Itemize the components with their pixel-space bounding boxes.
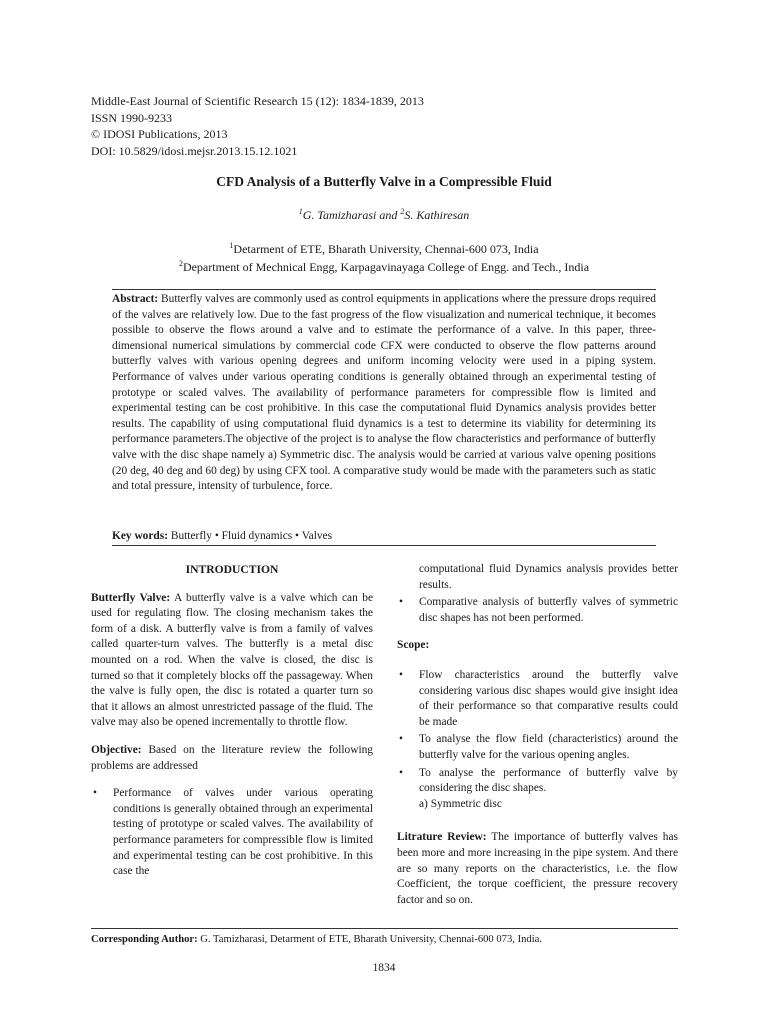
affiliations xyxy=(0,240,768,276)
scope-heading: Scope: xyxy=(397,639,430,652)
list-item xyxy=(91,786,373,880)
abstract-text: Butterfly valves are commonly used as control equipments in applications where the pressure drops required of the valves are relatively low. Due to the fast progress of the flow visualization and numerical technique, it becomes possible to observe the flows around a valve and to estimate the performance of a valve. In this paper, three-dimensional numerical simulations by commercial code CFX were conducted to observe the flow patterns around butterfly valves with various opening degrees and uniform incoming velocity were used in a piping system. Performance of valves under various operating conditions is generally obtained through an experimental testing of prototype or scaled valves. The availability of performance parameters for compressible flow is limited and experimental testing can be cost prohibitive. In this case the computational fluid Dynamics analysis provides better results. The capability of using computational fluid dynamics is a test to determine its viability for determining its performance parameters.The objective of the project is to analyse the flow characteristics and performance of butterfly valve with the disc shape namely a) Symmetric disc. The analysis would be carried at various valve opening positions (20 deg, 40 deg and 60 deg) by using CFX tool. A comparative study would be made with the parameters such as static and total pressure, intensity of turbulence, force. xyxy=(112,293,656,493)
bullet-marker: • xyxy=(93,787,97,800)
bullet-marker: • xyxy=(399,766,403,779)
objective-bullet-2: Comparative analysis of butterfly valves of symmetric disc shapes has not been performed. xyxy=(419,596,678,624)
list-item xyxy=(397,766,678,813)
abstract-bottom-rule xyxy=(112,545,656,546)
bullet-marker: • xyxy=(399,668,403,681)
butterfly-valve-label: Butterfly Valve: xyxy=(91,591,171,604)
affiliation-1 xyxy=(0,240,768,258)
objective-list-continued xyxy=(397,595,678,626)
journal-citation: Middle-East Journal of Scientific Research 15 (12): 1834-1839, 2013 xyxy=(91,94,424,108)
corresponding-author-label: Corresponding Author: xyxy=(91,934,198,945)
bullet-marker: • xyxy=(399,733,403,746)
left-column xyxy=(91,562,373,892)
abstract-top-rule xyxy=(112,289,656,290)
author-1-marker: 1 xyxy=(298,207,303,216)
right-column xyxy=(397,562,678,920)
scope-list xyxy=(397,668,678,812)
objective-bullet-1-continued: computational fluid Dynamics analysis provides better results. xyxy=(419,563,678,591)
scope-bullet-2: To analyse the flow field (characteristics) around the butterfly valve for the various opening angles. xyxy=(419,733,678,761)
keywords xyxy=(112,530,332,542)
literature-review-text: The importance of butterfly valves has been more and more increasing in the pipe system. And there are so many reports on the characteristics, i.e. the flow Coefficient, the torque coefficient, the pressure recovery factor and so on. xyxy=(397,831,678,906)
scope-bullet-3: To analyse the performance of butterfly valve by considering the disc shapes. xyxy=(419,766,678,795)
footer-rule xyxy=(91,928,678,929)
corresponding-author-text: G. Tamizharasi, Detarment of ETE, Bharath University, Chennai-600 073, India. xyxy=(197,934,542,945)
affiliation-2-marker: 2 xyxy=(178,259,183,268)
keywords-label: Key words: xyxy=(112,530,168,542)
journal-publisher: © IDOSI Publications, 2013 xyxy=(91,127,228,141)
paper-title: CFD Analysis of a Butterfly Valve in a Compressible Fluid xyxy=(216,174,552,189)
scope-sub-item: a) Symmetric disc xyxy=(419,797,502,810)
affiliation-1-marker: 1 xyxy=(229,241,234,250)
affiliation-1-text: Detarment of ETE, Bharath University, Chennai-600 073, India xyxy=(233,242,539,256)
objective-label: Objective: xyxy=(91,743,142,756)
objective-text: Based on the literature review the following problems are addressed xyxy=(91,743,373,772)
abstract-label: Abstract: xyxy=(112,293,159,305)
literature-review-paragraph xyxy=(397,830,678,908)
keywords-text: Butterfly • Fluid dynamics • Valves xyxy=(168,530,333,542)
objective-bullet-1: Performance of valves under various operating conditions is generally obtained through an experimental testing of prototype or scaled valves. The availability of performance parameters for compressible flow is limited and experimental testing can be cost prohibitive. In this case the xyxy=(113,787,373,878)
journal-header xyxy=(91,93,424,159)
affiliation-2 xyxy=(0,258,768,276)
objective-list xyxy=(91,786,373,880)
list-item xyxy=(397,595,678,626)
abstract xyxy=(112,292,656,495)
literature-review-label: Litrature Review: xyxy=(397,831,487,844)
author-2-marker: 2 xyxy=(400,207,405,216)
page-number: 1834 xyxy=(372,962,396,974)
scope-bullet-1: Flow characteristics around the butterfly valve considering various disc shapes would give insight idea of their performance so that comparative results could be made xyxy=(419,668,678,728)
butterfly-valve-text: A butterfly valve is a valve which can be used for regulating flow. The closing mechanism takes the form of a disk. A butterfly valve is from a family of valves called quarter-turn valves. The butterfly is a metal disc mounted on a rod. When the valve is closed, the disc is turned so that it completely blocks off the passageway. When the valve is fully open, the disc is rotated a quarter turn so that it allows an almost unrestricted passage of the fluid. The valve may also be opened incrementally to throttle flow. xyxy=(91,591,373,729)
bullet-marker: • xyxy=(399,596,403,609)
journal-doi: DOI: 10.5829/idosi.mejsr.2013.15.12.1021 xyxy=(91,143,298,158)
butterfly-valve-paragraph xyxy=(91,591,373,731)
author-2: S. Kathiresan xyxy=(404,208,470,222)
list-item xyxy=(397,668,678,730)
objective-paragraph xyxy=(91,743,373,774)
introduction-heading: INTRODUCTION xyxy=(185,563,279,576)
journal-issn: ISSN 1990-9233 xyxy=(91,110,173,125)
list-item xyxy=(397,732,678,763)
author-1: G. Tamizharasi and xyxy=(302,208,401,222)
author-line xyxy=(0,208,768,223)
affiliation-2-text: Department of Mechnical Engg, Karpagavinayaga College of Engg. and Tech., India xyxy=(182,260,590,274)
corresponding-author xyxy=(91,934,542,945)
